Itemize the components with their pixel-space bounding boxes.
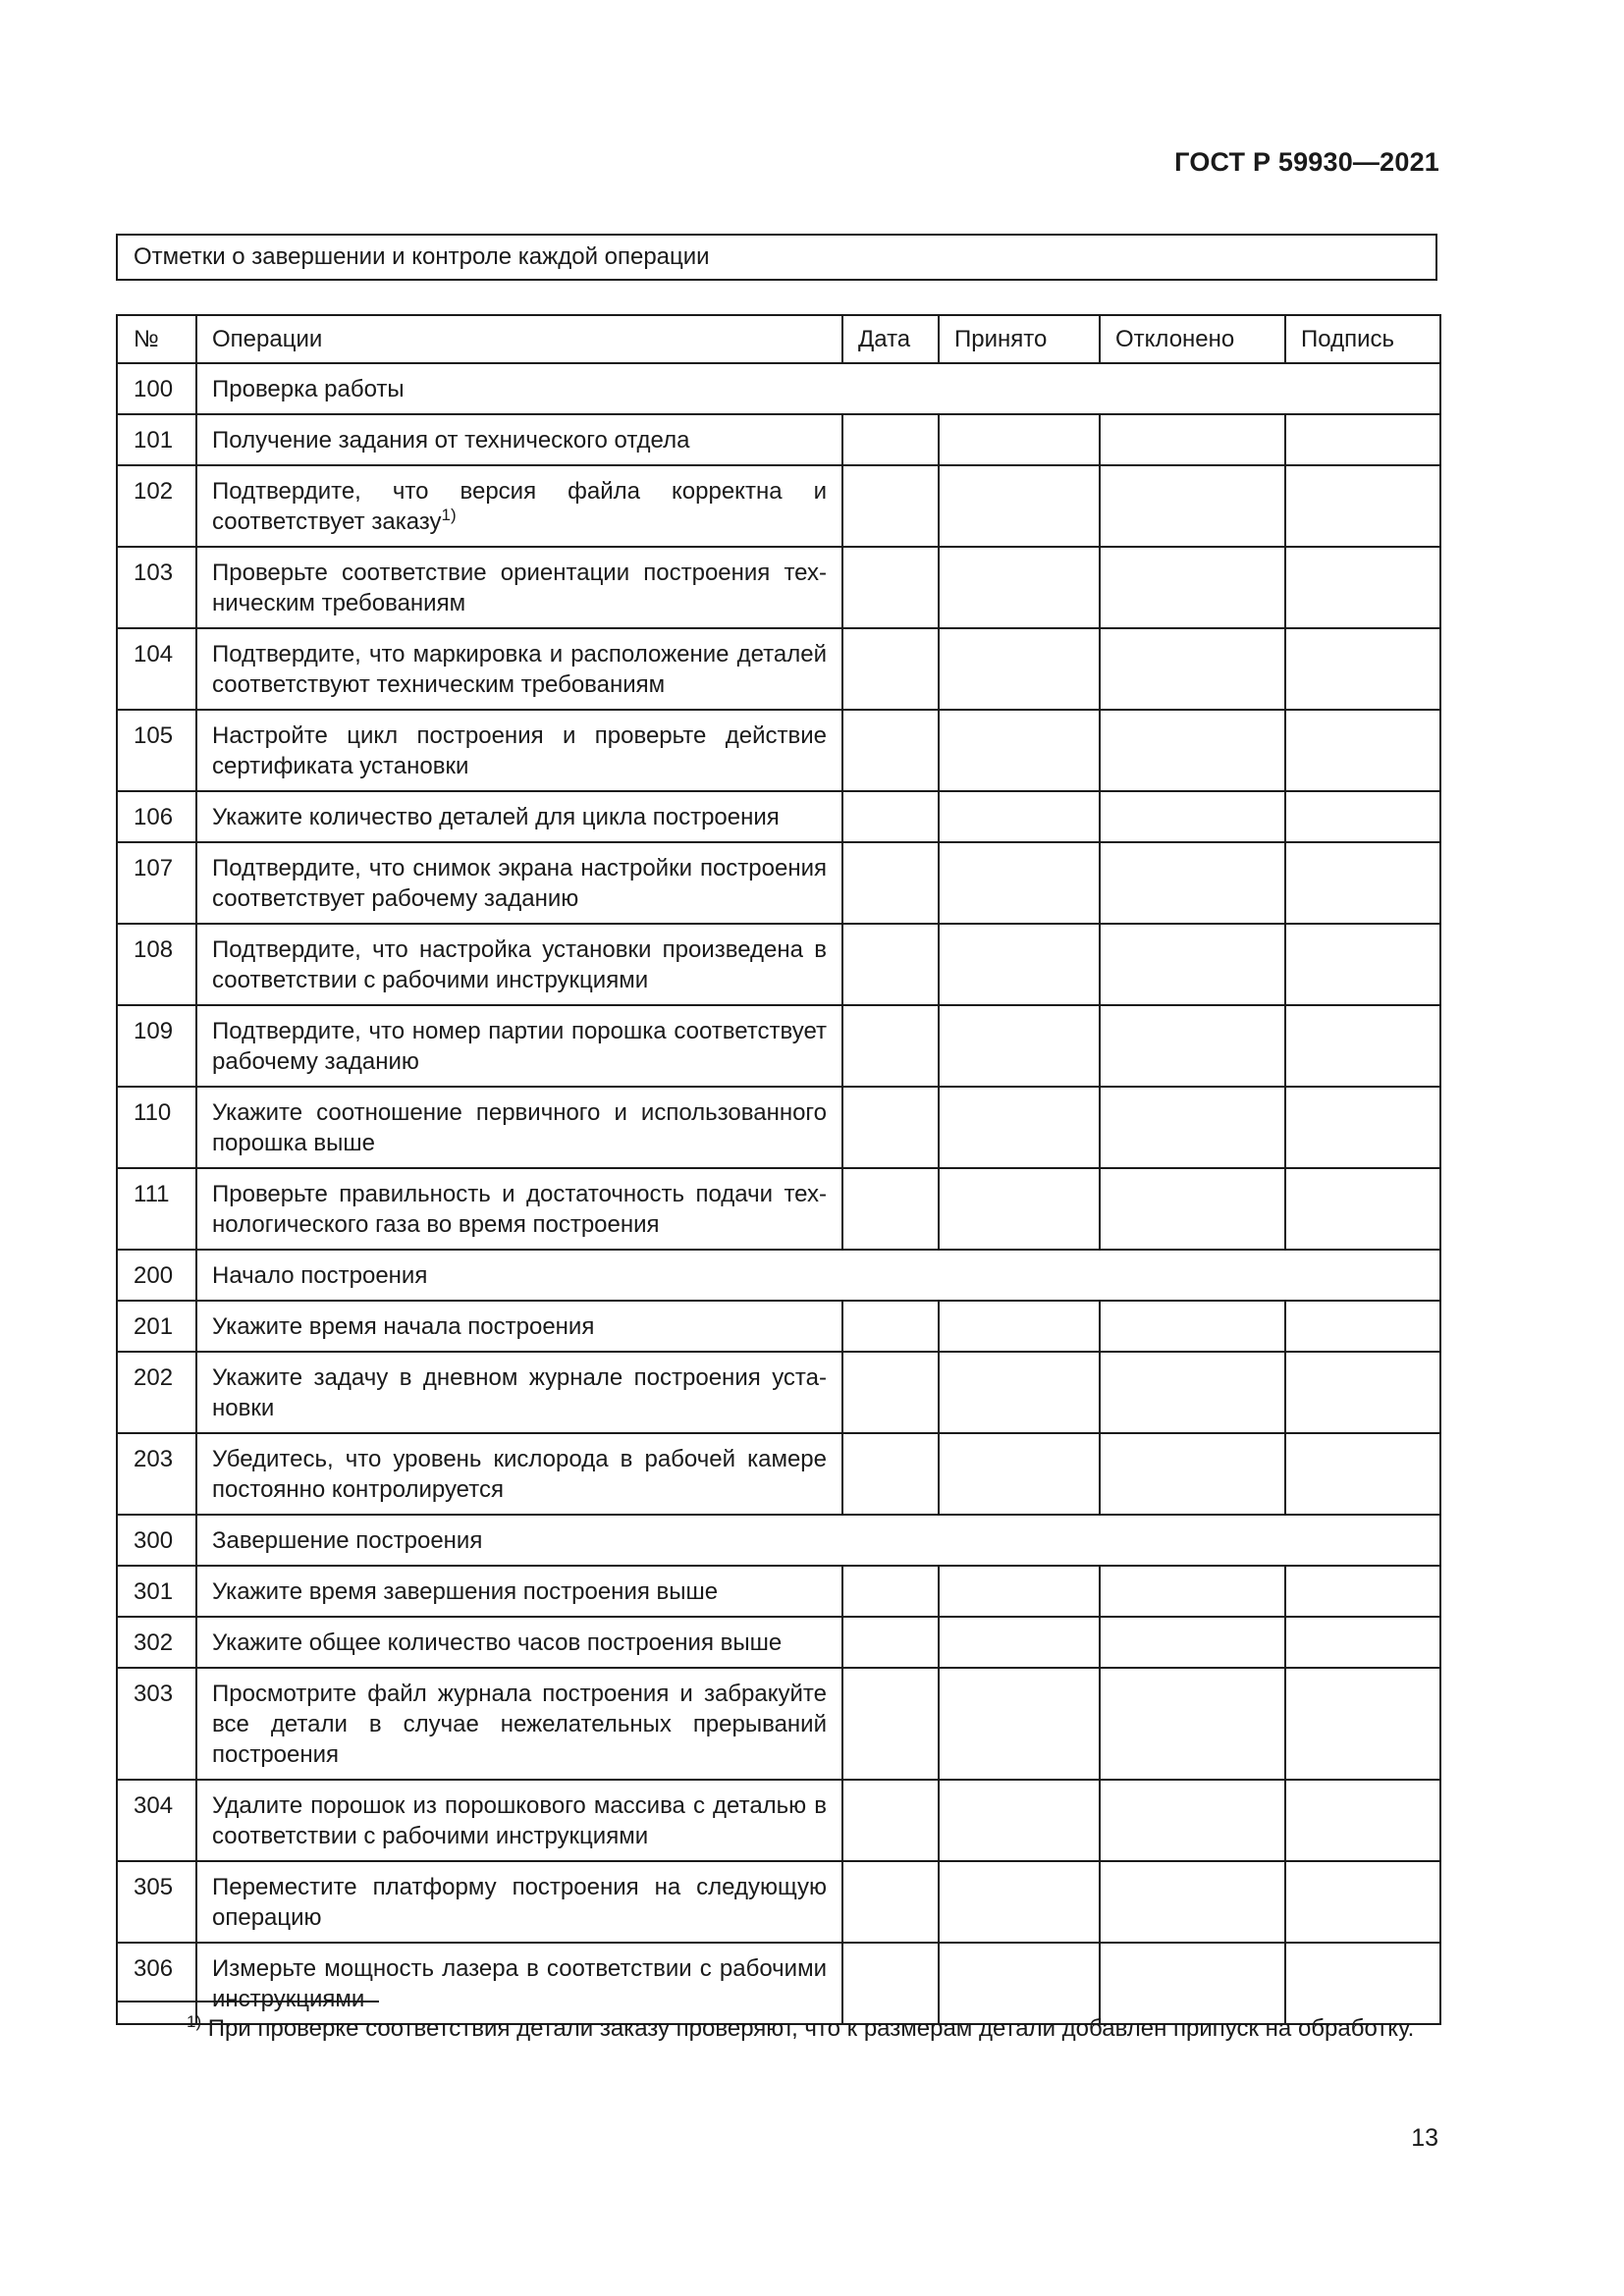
- operation-number: 202: [117, 1352, 196, 1433]
- footnote-mark: 1): [187, 2012, 202, 2031]
- rejected-cell[interactable]: [1100, 1617, 1285, 1668]
- accepted-cell[interactable]: [939, 791, 1100, 842]
- footnote: [116, 2010, 1437, 2047]
- accepted-cell[interactable]: [939, 1087, 1100, 1168]
- operation-text: Укажите общее количество часов построения выше: [212, 1629, 783, 1656]
- rejected-cell[interactable]: [1100, 1168, 1285, 1250]
- marks-box-text: Отметки о завершении и контроле каждой операции: [134, 243, 710, 270]
- operation-description: [196, 1617, 842, 1668]
- rejected-cell[interactable]: [1100, 414, 1285, 465]
- signature-cell[interactable]: [1285, 465, 1440, 547]
- operation-text: Получение задания от технического отдела: [212, 427, 690, 454]
- operation-number: 201: [117, 1301, 196, 1352]
- date-cell[interactable]: [842, 842, 939, 924]
- marks-box: [116, 234, 1437, 281]
- signature-cell[interactable]: [1285, 1566, 1440, 1617]
- rejected-cell[interactable]: [1100, 1861, 1285, 1943]
- operation-text: Измерьте мощность лазера в соответствии с рабочими инструкциями: [212, 1955, 827, 2012]
- date-cell[interactable]: [842, 1668, 939, 1780]
- document-id: ГОСТ Р 59930—2021: [1174, 147, 1439, 177]
- date-cell[interactable]: [842, 1566, 939, 1617]
- accepted-cell[interactable]: [939, 1780, 1100, 1861]
- accepted-cell[interactable]: [939, 628, 1100, 710]
- date-cell[interactable]: [842, 1168, 939, 1250]
- accepted-cell[interactable]: [939, 1861, 1100, 1943]
- signature-cell[interactable]: [1285, 1352, 1440, 1433]
- operation-description: [196, 924, 842, 1005]
- table-row: [117, 1005, 1440, 1087]
- operation-number: 203: [117, 1433, 196, 1515]
- table-row: [117, 1668, 1440, 1780]
- table-row: [117, 1780, 1440, 1861]
- rejected-cell[interactable]: [1100, 1668, 1285, 1780]
- operation-number: 103: [117, 547, 196, 628]
- operation-number: 302: [117, 1617, 196, 1668]
- accepted-cell[interactable]: [939, 1352, 1100, 1433]
- operation-description: [196, 842, 842, 924]
- col-header-operations: Операции: [196, 315, 842, 363]
- table-row: [117, 1301, 1440, 1352]
- date-cell[interactable]: [842, 628, 939, 710]
- signature-cell[interactable]: [1285, 1617, 1440, 1668]
- date-cell[interactable]: [842, 547, 939, 628]
- footnote-text: При проверке соответствия детали заказу проверяют, что к размерам детали добавлен припуск на обработку.: [207, 2015, 1415, 2042]
- date-cell[interactable]: [842, 791, 939, 842]
- operation-text: Настройте цикл построения и проверьте действие сертификата установки: [212, 722, 827, 779]
- accepted-cell[interactable]: [939, 924, 1100, 1005]
- operation-description: [196, 710, 842, 791]
- signature-cell[interactable]: [1285, 414, 1440, 465]
- accepted-cell[interactable]: [939, 1301, 1100, 1352]
- operation-number: 109: [117, 1005, 196, 1087]
- operation-number: 108: [117, 924, 196, 1005]
- col-header-number: №: [117, 315, 196, 363]
- operation-description: [196, 1301, 842, 1352]
- operation-number: 106: [117, 791, 196, 842]
- date-cell[interactable]: [842, 1005, 939, 1087]
- section-title: Завершение построения: [196, 1515, 1440, 1566]
- signature-cell[interactable]: [1285, 791, 1440, 842]
- rejected-cell[interactable]: [1100, 1566, 1285, 1617]
- operation-number: 303: [117, 1668, 196, 1780]
- date-cell[interactable]: [842, 710, 939, 791]
- operation-text: Просмотрите файл журнала построения и забракуйте все детали в случае нежелательных прерываний построения: [212, 1681, 827, 1768]
- operation-text: Укажите время начала построения: [212, 1313, 595, 1340]
- rejected-cell[interactable]: [1100, 710, 1285, 791]
- signature-cell[interactable]: [1285, 1433, 1440, 1515]
- accepted-cell[interactable]: [939, 1566, 1100, 1617]
- page-number: 13: [1411, 2124, 1438, 2152]
- accepted-cell[interactable]: [939, 1668, 1100, 1780]
- signature-cell[interactable]: [1285, 547, 1440, 628]
- operation-number: 104: [117, 628, 196, 710]
- operation-number: 300: [117, 1515, 196, 1566]
- signature-cell[interactable]: [1285, 1168, 1440, 1250]
- accepted-cell[interactable]: [939, 710, 1100, 791]
- rejected-cell[interactable]: [1100, 628, 1285, 710]
- operation-description: [196, 547, 842, 628]
- operation-description: [196, 1566, 842, 1617]
- operation-description: [196, 1087, 842, 1168]
- accepted-cell[interactable]: [939, 547, 1100, 628]
- operation-number: 301: [117, 1566, 196, 1617]
- operation-description: [196, 1780, 842, 1861]
- table-row: [117, 1433, 1440, 1515]
- signature-cell[interactable]: [1285, 1861, 1440, 1943]
- accepted-cell[interactable]: [939, 1617, 1100, 1668]
- signature-cell[interactable]: [1285, 1301, 1440, 1352]
- operation-description: [196, 1861, 842, 1943]
- operation-number: 107: [117, 842, 196, 924]
- signature-cell[interactable]: [1285, 1668, 1440, 1780]
- accepted-cell[interactable]: [939, 465, 1100, 547]
- operation-number: 101: [117, 414, 196, 465]
- operation-text: Переместите платформу построения на следующую операцию: [212, 1874, 827, 1931]
- accepted-cell[interactable]: [939, 1005, 1100, 1087]
- operation-number: 304: [117, 1780, 196, 1861]
- operation-text: Укажите количество деталей для цикла построения: [212, 804, 780, 830]
- date-cell[interactable]: [842, 1780, 939, 1861]
- rejected-cell[interactable]: [1100, 1352, 1285, 1433]
- operation-text: Проверьте соответствие ориентации построения техническим требованиям: [212, 560, 827, 616]
- rejected-cell[interactable]: [1100, 791, 1285, 842]
- accepted-cell[interactable]: [939, 414, 1100, 465]
- table-row: [117, 547, 1440, 628]
- operation-description: [196, 1352, 842, 1433]
- operation-number: 111: [117, 1168, 196, 1250]
- operation-number: 305: [117, 1861, 196, 1943]
- operation-description: [196, 1433, 842, 1515]
- signature-cell[interactable]: [1285, 1005, 1440, 1087]
- date-cell[interactable]: [842, 1861, 939, 1943]
- date-cell[interactable]: [842, 924, 939, 1005]
- date-cell[interactable]: [842, 1433, 939, 1515]
- signature-cell[interactable]: [1285, 924, 1440, 1005]
- table-row: [117, 414, 1440, 465]
- rejected-cell[interactable]: [1100, 465, 1285, 547]
- operation-text: Подтвердите, что номер партии порошка соответствует рабочему заданию: [212, 1018, 827, 1075]
- signature-cell[interactable]: [1285, 1780, 1440, 1861]
- date-cell[interactable]: [842, 1301, 939, 1352]
- signature-cell[interactable]: [1285, 842, 1440, 924]
- section-row: [117, 1515, 1440, 1566]
- col-header-signature: Подпись: [1285, 315, 1440, 363]
- col-header-date: Дата: [842, 315, 939, 363]
- rejected-cell[interactable]: [1100, 1301, 1285, 1352]
- section-title: Проверка работы: [196, 363, 1440, 414]
- accepted-cell[interactable]: [939, 1433, 1100, 1515]
- col-header-rejected: Отклонено: [1100, 315, 1285, 363]
- operation-text: Подтвердите, что маркировка и расположение деталей соответствуют техническим требованиям: [212, 641, 827, 698]
- table-row: [117, 1861, 1440, 1943]
- table-row: [117, 710, 1440, 791]
- operation-number: 100: [117, 363, 196, 414]
- table-row: [117, 1168, 1440, 1250]
- table-row: [117, 1352, 1440, 1433]
- signature-cell[interactable]: [1285, 628, 1440, 710]
- table-row: [117, 924, 1440, 1005]
- date-cell[interactable]: [842, 1087, 939, 1168]
- operation-text: Убедитесь, что уровень кислорода в рабочей камере постоянно контролируется: [212, 1446, 827, 1503]
- operation-text: Подтвердите, что снимок экрана настройки построения соответствует рабочему заданию: [212, 855, 827, 912]
- operation-text: Укажите задачу в дневном журнале построения установки: [212, 1364, 827, 1421]
- table-row: [117, 465, 1440, 547]
- date-cell[interactable]: [842, 1617, 939, 1668]
- rejected-cell[interactable]: [1100, 1087, 1285, 1168]
- rejected-cell[interactable]: [1100, 1005, 1285, 1087]
- date-cell[interactable]: [842, 465, 939, 547]
- operation-number: 306: [117, 1943, 196, 2024]
- section-row: [117, 363, 1440, 414]
- table-row: [117, 1087, 1440, 1168]
- rejected-cell[interactable]: [1100, 1780, 1285, 1861]
- accepted-cell[interactable]: [939, 842, 1100, 924]
- signature-cell[interactable]: [1285, 710, 1440, 791]
- rejected-cell[interactable]: [1100, 842, 1285, 924]
- operation-number: 200: [117, 1250, 196, 1301]
- col-header-accepted: Принято: [939, 315, 1100, 363]
- table-row: [117, 791, 1440, 842]
- date-cell[interactable]: [842, 414, 939, 465]
- operation-description: [196, 414, 842, 465]
- operation-text: Укажите соотношение первичного и использованного порошка выше: [212, 1099, 827, 1156]
- footnote-reference: 1): [441, 506, 457, 524]
- section-title: Начало построения: [196, 1250, 1440, 1301]
- footnote-separator: [116, 2001, 379, 2002]
- table-row: [117, 842, 1440, 924]
- rejected-cell[interactable]: [1100, 1433, 1285, 1515]
- operation-text: Подтвердите, что настройка установки произведена в соответствии с рабочими инструкциями: [212, 936, 827, 993]
- operation-description: [196, 465, 842, 547]
- operation-number: 110: [117, 1087, 196, 1168]
- table-header-row: [117, 315, 1440, 363]
- table-row: [117, 1617, 1440, 1668]
- operation-text: Укажите время завершения построения выше: [212, 1578, 719, 1605]
- operation-description: [196, 1668, 842, 1780]
- operation-number: 102: [117, 465, 196, 547]
- table-row: [117, 628, 1440, 710]
- operations-table: [116, 314, 1441, 2025]
- table-row: [117, 1566, 1440, 1617]
- section-row: [117, 1250, 1440, 1301]
- signature-cell[interactable]: [1285, 1087, 1440, 1168]
- operation-text: Удалите порошок из порошкового массива с деталью в соответствии с рабочими инструкциями: [212, 1792, 827, 1849]
- operation-number: 105: [117, 710, 196, 791]
- date-cell[interactable]: [842, 1352, 939, 1433]
- operation-description: [196, 628, 842, 710]
- operation-text: Подтвердите, что версия файла корректна и соответствует заказу: [212, 478, 827, 535]
- rejected-cell[interactable]: [1100, 547, 1285, 628]
- operation-description: [196, 791, 842, 842]
- operation-text: Проверьте правильность и достаточность подачи технологического газа во время построения: [212, 1181, 827, 1238]
- operation-description: [196, 1005, 842, 1087]
- accepted-cell[interactable]: [939, 1168, 1100, 1250]
- rejected-cell[interactable]: [1100, 924, 1285, 1005]
- operation-description: [196, 1168, 842, 1250]
